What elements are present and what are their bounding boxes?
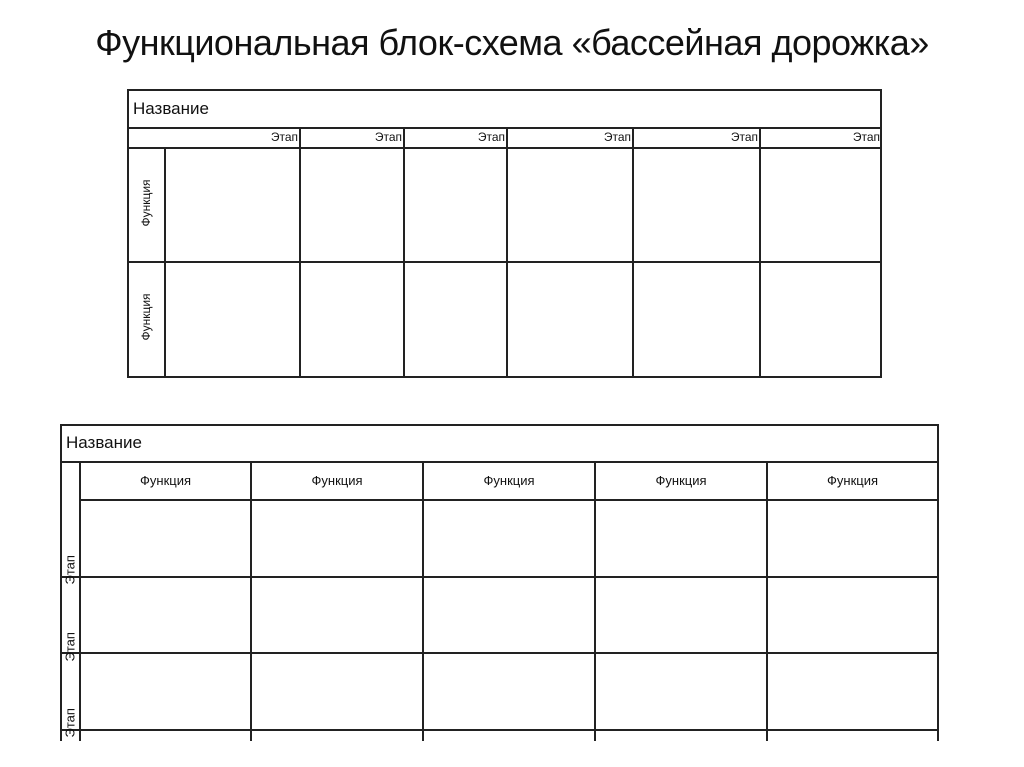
stage-label: Этап <box>603 130 631 144</box>
diagram-name-label: Название <box>133 99 209 118</box>
slide-title: Функциональная блок-схема «бассейная дорожка» <box>95 22 929 63</box>
stage-label: Этап <box>730 130 758 144</box>
stage-label: Этап <box>852 130 880 144</box>
diagram-name-label: Название <box>66 433 142 452</box>
divider <box>60 729 939 731</box>
divider <box>937 424 939 741</box>
stage-label: Этап <box>62 632 78 662</box>
stage-label: Этап <box>374 130 402 144</box>
function-label: Функция <box>483 473 535 488</box>
stage-label: Этап <box>477 130 505 144</box>
divider <box>79 499 939 501</box>
divider <box>250 462 252 741</box>
divider <box>60 652 939 654</box>
stage-label: Этап <box>62 708 78 738</box>
divider <box>766 462 768 741</box>
stage-label: Этап <box>62 555 78 585</box>
divider <box>60 576 939 578</box>
lane-label: Функция <box>139 179 153 227</box>
stage-label: Этап <box>270 130 298 144</box>
function-label: Функция <box>311 473 363 488</box>
function-label: Функция <box>827 473 878 488</box>
lane-label: Функция <box>139 293 153 341</box>
divider <box>60 424 939 426</box>
function-label: Функция <box>655 473 707 488</box>
divider <box>422 462 424 741</box>
divider <box>594 462 596 741</box>
divider <box>60 461 939 463</box>
divider <box>79 462 81 741</box>
function-label: Функция <box>140 473 191 488</box>
